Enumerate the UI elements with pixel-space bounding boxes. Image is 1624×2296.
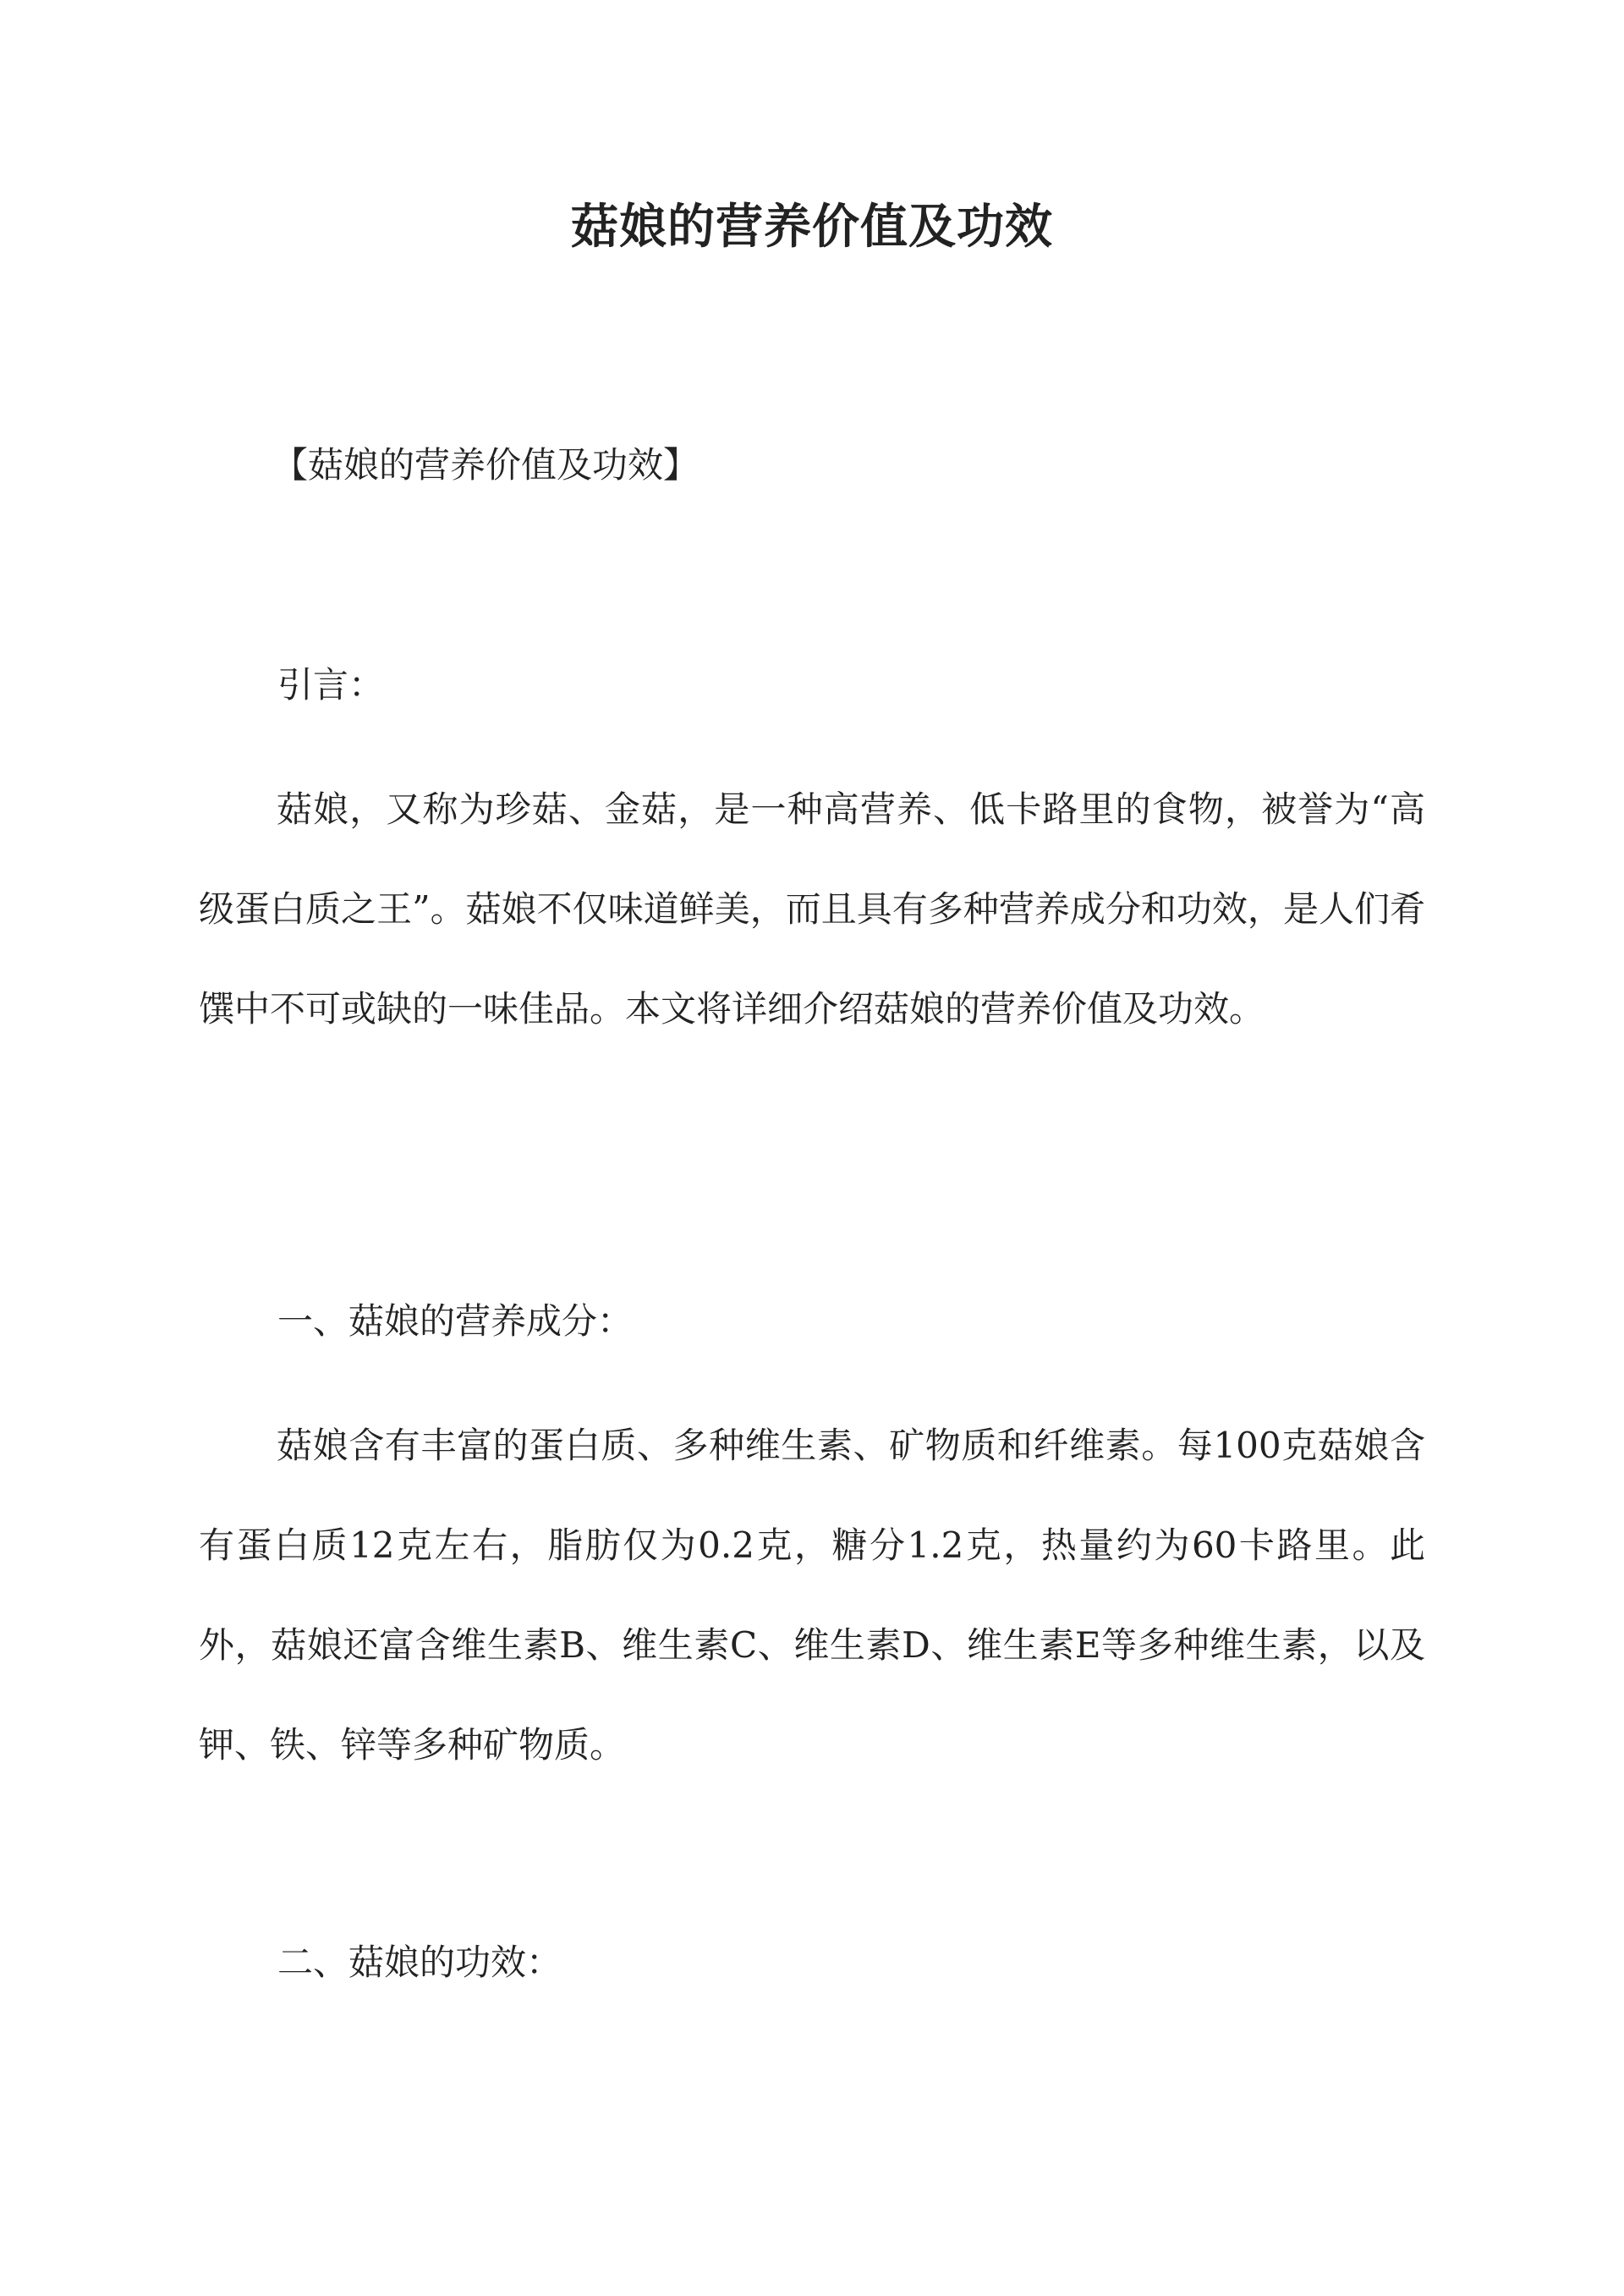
bracket-heading: 【菇娘的营养价值及功效】 — [272, 444, 700, 486]
section-1-heading: 一、菇娘的营养成分： — [277, 1300, 634, 1342]
intro-heading: 引言： — [277, 664, 385, 706]
document-title: 菇娘的营养价值及功效 — [571, 199, 1053, 255]
intro-paragraph: 菇娘，又称为珍菇、金菇，是一种高营养、低卡路里的食物，被誉为“高级蛋白质之王”。菇娘不仅味道鲜美，而且具有多种营养成分和功效，是人们肴馔中不可或缺的一味佳品。本文将详细介绍菇娘的营养价值及功效。 — [199, 788, 1425, 1030]
section-1-paragraph: 菇娘含有丰富的蛋白质、多种维生素、矿物质和纤维素。每100克菇娘含有蛋白质12克左右，脂肪仅为0.2克，糖分1.2克，热量约为60卡路里。此外，菇娘还富含维生素B、维生素C、维生素D、维生素E等多种维生素，以及钾、铁、锌等多种矿物质。 — [199, 1425, 1425, 1766]
section-2-heading: 二、菇娘的功效： — [277, 1942, 562, 1983]
